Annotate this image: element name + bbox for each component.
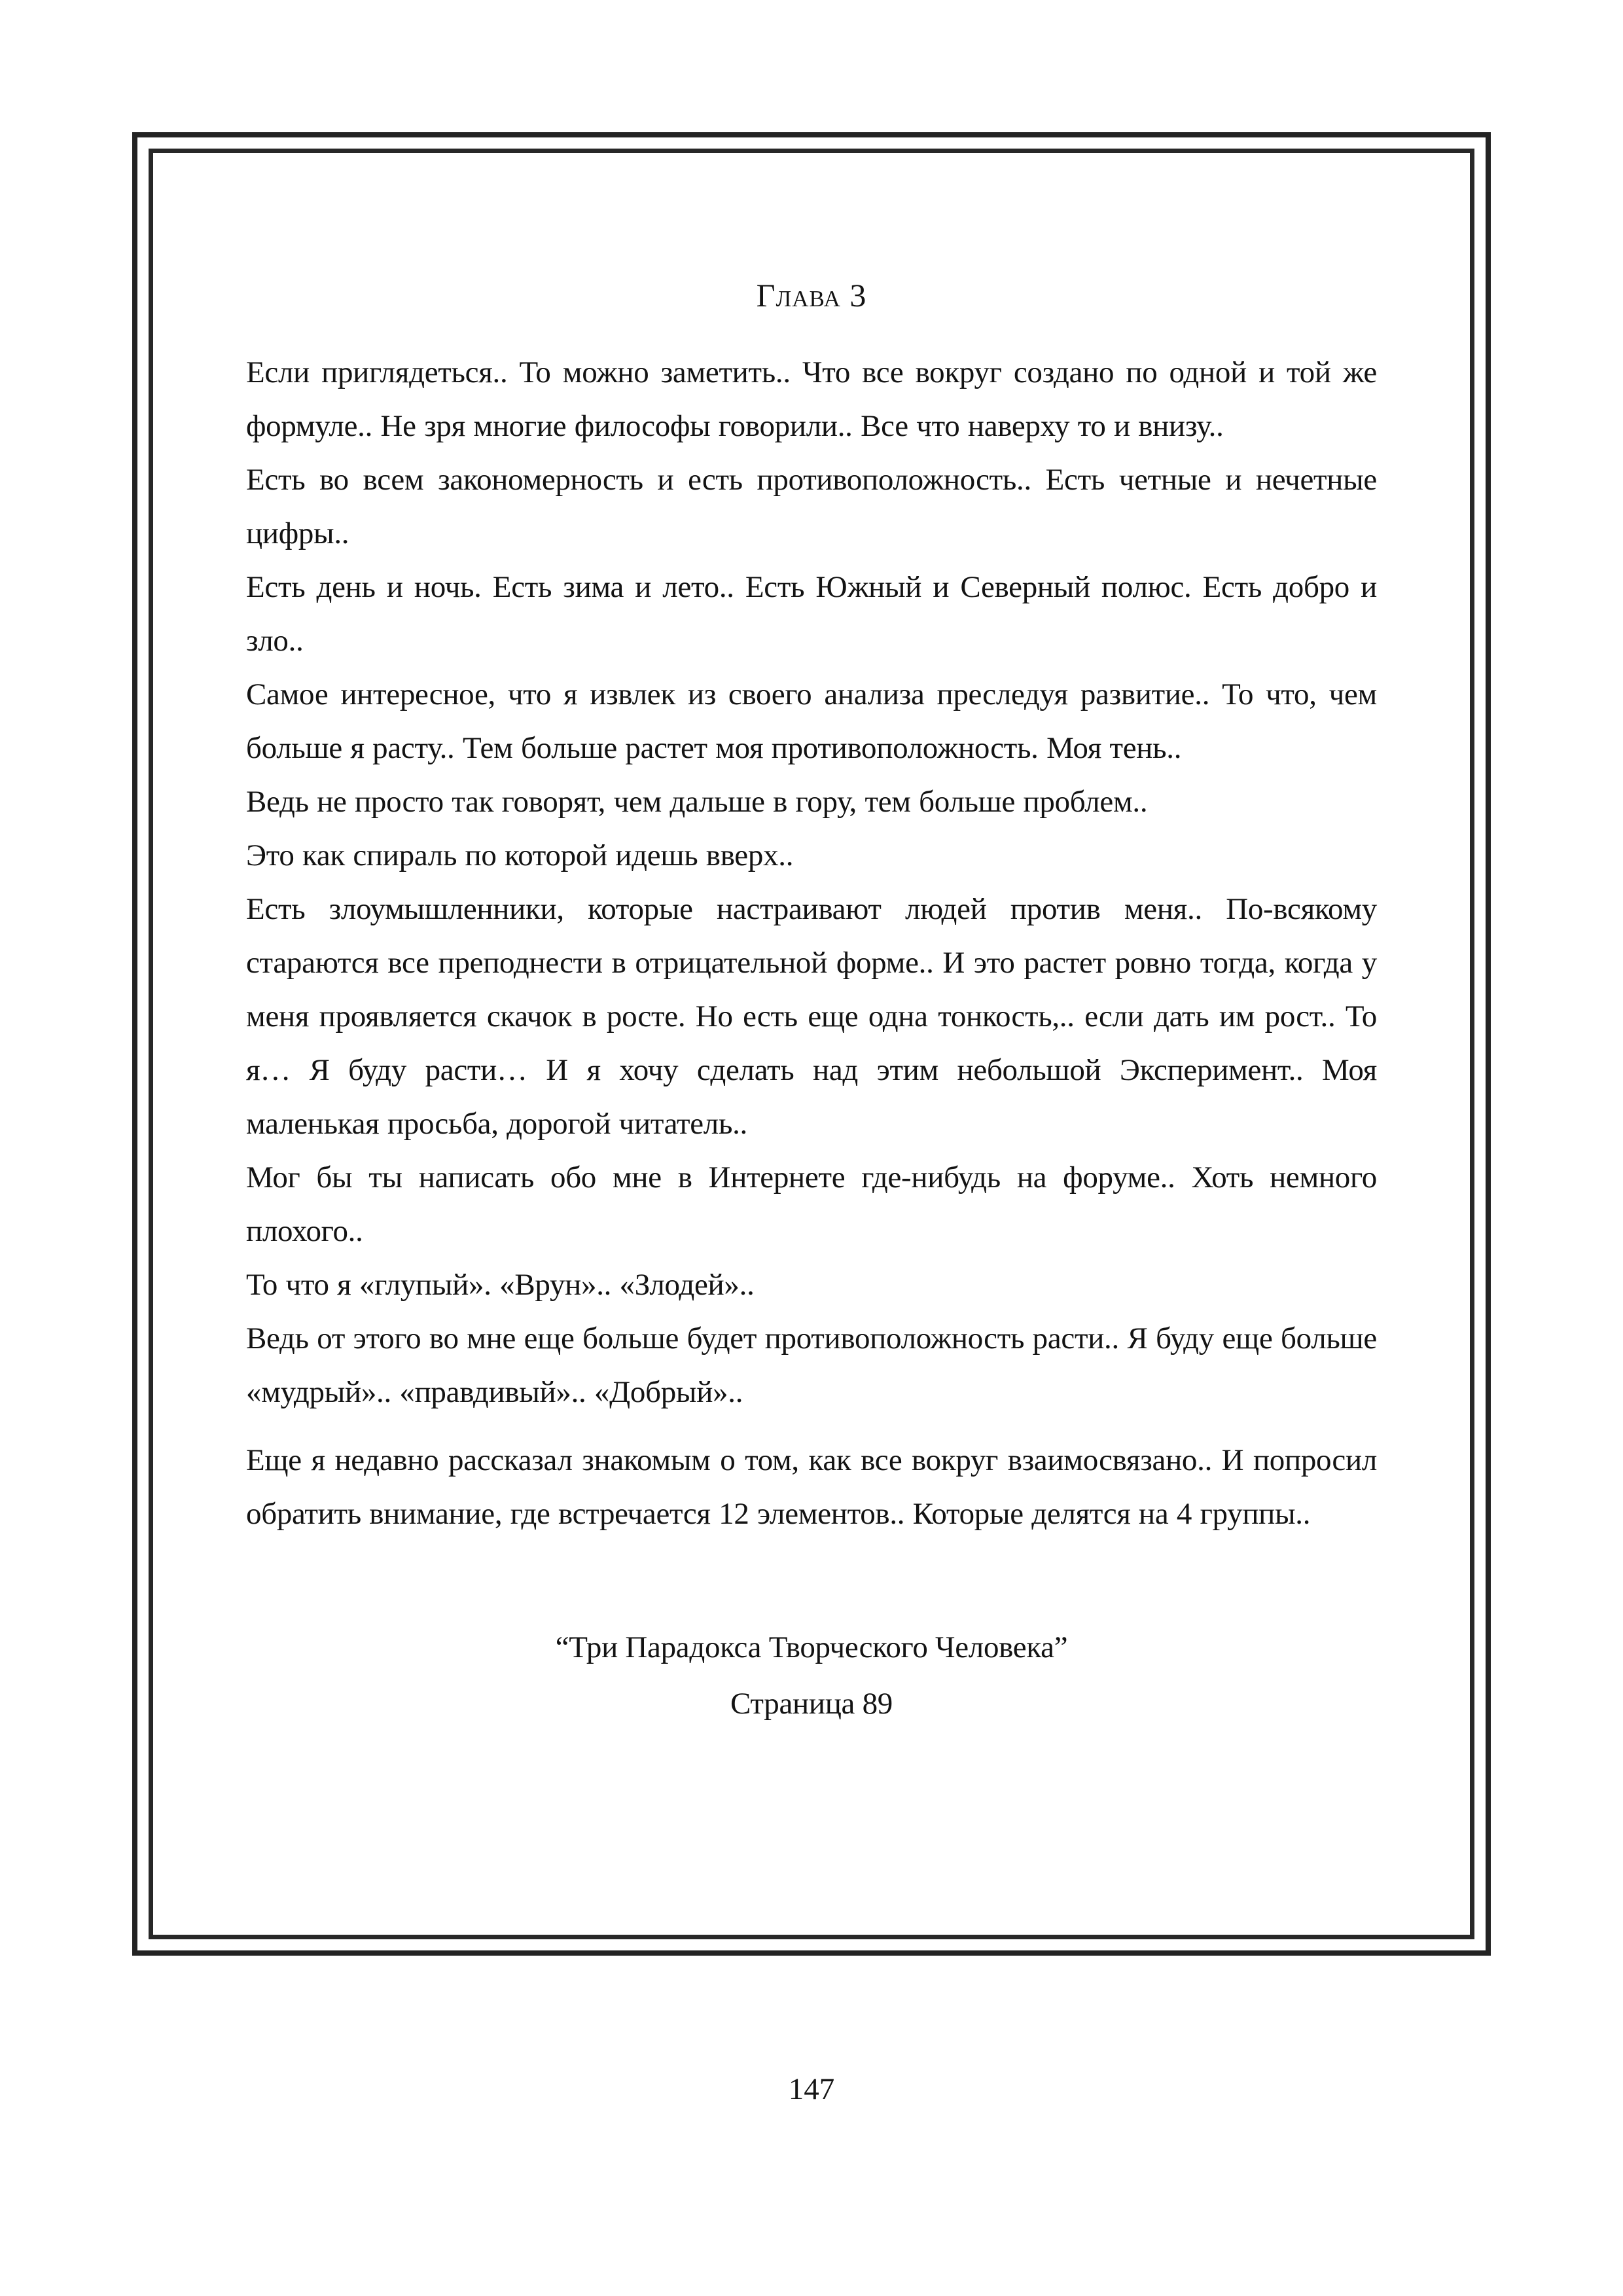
page-content bbox=[153, 153, 1470, 1935]
paragraph-5: Ведь не просто так говорят, чем дальше в гору, тем больше проблем.. bbox=[246, 785, 1148, 819]
paragraph-9: То что я «глупый». «Врун».. «Злодей».. bbox=[246, 1268, 755, 1302]
outer-border-frame bbox=[132, 132, 1491, 1956]
page-reference: Страница 89 bbox=[730, 1687, 893, 1721]
paragraph-11: Еще я недавно рассказал знакомым о том, как все вокруг взаимосвязано.. И попросил обратить внимание, где встречается 12 элементов.. Которые делятся на 4 группы.. bbox=[246, 1443, 1377, 1531]
paragraph-8: Мог бы ты написать обо мне в Интернете где-нибудь на форуме.. Хоть немного плохого.. bbox=[246, 1160, 1377, 1248]
paragraph-6: Это как спираль по которой идешь вверх.. bbox=[246, 838, 794, 872]
footer-block bbox=[246, 1619, 1377, 1732]
paragraph-3: Есть день и ночь. Есть зима и лето.. Есть Южный и Северный полюс. Есть добро и зло.. bbox=[246, 570, 1377, 658]
inner-border-frame bbox=[149, 149, 1474, 1939]
page-number: 147 bbox=[788, 2072, 835, 2106]
paragraph-2: Есть во всем закономерность и есть противоположность.. Есть четные и нечетные цифры.. bbox=[246, 463, 1377, 550]
paragraph-10: Ведь от этого во мне еще больше будет противоположность расти.. Я буду еще больше «мудрый».. «правдивый».. «Добрый».. bbox=[246, 1321, 1377, 1409]
chapter-heading: Глава 3 bbox=[756, 277, 867, 314]
book-title-quote: “Три Парадокса Творческого Человека” bbox=[555, 1630, 1068, 1664]
paragraph-4: Самое интересное, что я извлек из своего анализа преследуя развитие.. То что, чем больше я расту.. Тем больше растет моя противоположность. Моя тень.. bbox=[246, 677, 1377, 765]
paragraph-7: Есть злоумышленники, которые настраивают людей против меня.. По-всякому стараются все преподнести в отрицательной форме.. И это растет ровно тогда, когда у меня проявляется скачок в росте. Но есть еще одна тонкость,.. если дать им рост.. То я… Я буду расти… И я хочу сделать над этим небольшой Эксперимент.. Моя маленькая просьба, дорогой читатель.. bbox=[246, 892, 1377, 1141]
paragraph-1: Если приглядеться.. То можно заметить.. Что все вокруг создано по одной и той же формуле.. Не зря многие философы говорили.. Все что наверху то и внизу.. bbox=[246, 355, 1377, 443]
